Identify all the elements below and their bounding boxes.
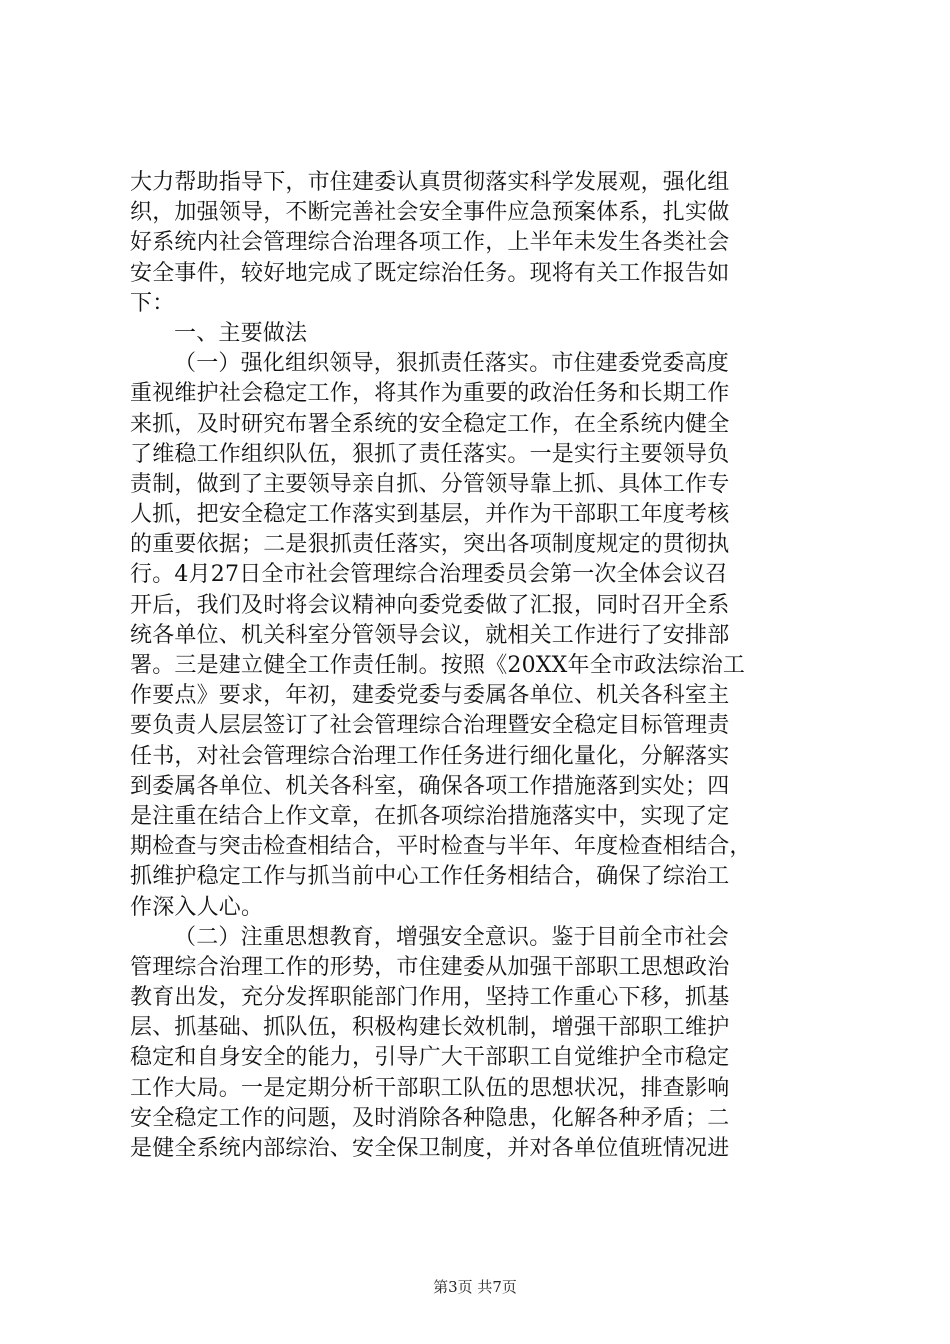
text-line: 教育出发，充分发挥职能部门作用，坚持工作重心下移，抓基	[130, 985, 730, 1011]
text-line: 稳定和自身安全的能力，引导广大干部职工自觉维护全市稳定	[130, 1045, 730, 1071]
text-line: 的重要依据；二是狠抓责任落实，突出各项制度规定的贯彻执	[130, 532, 730, 558]
text-line: 作要点》要求，年初，建委党委与委属各单位、机关各科室主	[130, 683, 730, 709]
text-line: 统各单位、机关科室分管领导会议，就相关工作进行了安排部	[130, 622, 730, 648]
text-line: 管理综合治理工作的形势，市住建委从加强干部职工思想政治	[130, 954, 730, 980]
text-line: 责制，做到了主要领导亲自抓、分管领导靠上抓、具体工作专	[130, 471, 730, 497]
page-number-footer: 第3页 共7页	[433, 1278, 517, 1296]
text-line: 安全稳定工作的问题，及时消除各种隐患，化解各种矛盾；二	[130, 1105, 730, 1131]
text-line: 是健全系统内部综治、安全保卫制度，并对各单位值班情况进	[130, 1136, 730, 1161]
text-line: 开后，我们及时将会议精神向委党委做了汇报，同时召开全系	[130, 592, 730, 618]
subsection-heading-line: （二）注重思想教育，增强安全意识。鉴于目前全市社会	[174, 924, 730, 950]
text-line: 署。三是建立健全工作责任制。按照《20XX年全市政法综治工	[130, 653, 746, 678]
text-line: 行。4月27日全市社会管理综合治理委员会第一次全体会议召	[130, 562, 728, 588]
document-body	[130, 168, 820, 1164]
text-line: 好系统内社会管理综合治理各项工作，上半年未发生各类社会	[130, 230, 730, 256]
subsection-heading-line: （一）强化组织领导，狠抓责任落实。市住建委党委高度	[174, 351, 730, 377]
text-line: 来抓，及时研究布署全系统的安全稳定工作，在全系统内健全	[130, 411, 730, 437]
text-line: 下：	[130, 290, 175, 316]
text-line: 层、抓基础、抓队伍，积极构建长效机制，增强干部职工维护	[130, 1015, 730, 1041]
text-line: 是注重在结合上作文章，在抓各项综治措施落实中，实现了定	[130, 803, 730, 829]
text-line: 到委属各单位、机关各科室，确保各项工作措施落到实处；四	[130, 773, 730, 799]
text-line: 了维稳工作组织队伍，狠抓了责任落实。一是实行主要领导负	[130, 441, 730, 467]
text-line: 织，加强领导，不断完善社会安全事件应急预案体系，扎实做	[130, 200, 730, 226]
text-line: 任书，对社会管理综合治理工作任务进行细化量化，分解落实	[130, 743, 730, 769]
section-heading: 一、主要做法	[174, 320, 308, 346]
text-line: 期检查与突击检查相结合，平时检查与半年、年度检查相结合，	[130, 834, 752, 860]
text-line: 安全事件，较好地完成了既定综治任务。现将有关工作报告如	[130, 260, 730, 286]
text-line: 要负责人层层签订了社会管理综合治理暨安全稳定目标管理责	[130, 713, 730, 739]
text-line: 人抓，把安全稳定工作落实到基层，并作为干部职工年度考核	[130, 502, 730, 528]
text-line: 工作大局。一是定期分析干部职工队伍的思想状况，排查影响	[130, 1075, 730, 1101]
text-line: 大力帮助指导下，市住建委认真贯彻落实科学发展观，强化组	[130, 170, 730, 195]
text-line: 作深入人心。	[130, 894, 264, 920]
text-line: 重视维护社会稳定工作，将其作为重要的政治任务和长期工作	[130, 381, 730, 407]
text-line: 抓维护稳定工作与抓当前中心工作任务相结合，确保了综治工	[130, 864, 730, 890]
